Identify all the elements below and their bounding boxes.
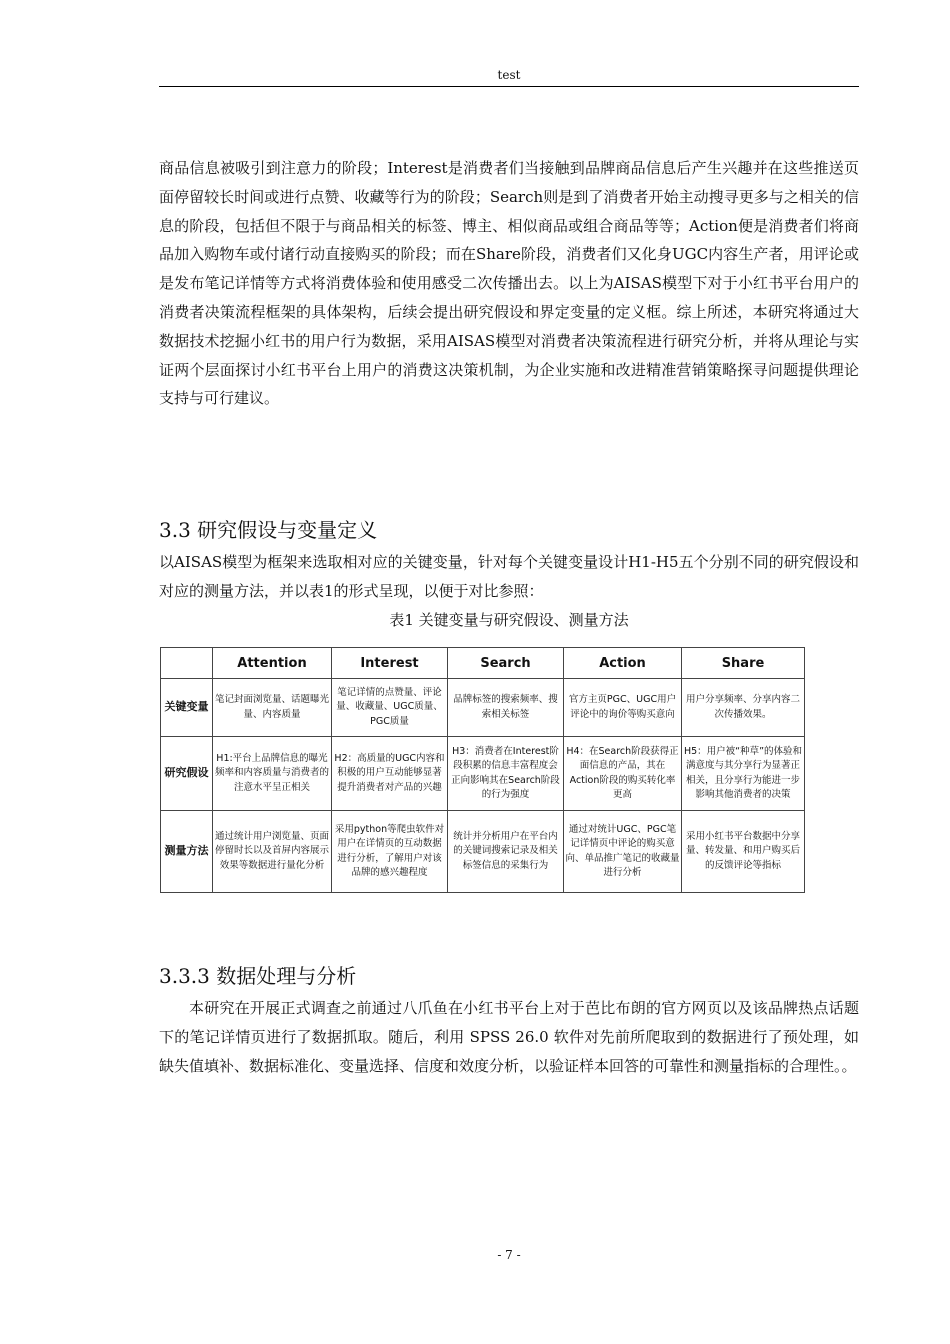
table-header-cell: Attention (213, 648, 332, 679)
body-paragraph-1: 商品信息被吸引到注意力的阶段；Interest是消费者们当接触到品牌商品信息后产生兴趣并在这些推送页面停留较长时间或进行点赞、收藏等行为的阶段；Search则是到了消费者开始主动搜寻更多与之相关的信息的阶段，包括但不限于与商品相关的标签、博主、相似商品或组合商品等等；Action便是消费者们将商品加入购物车或付诸行动直接购买的阶段；而在Share阶段，消费者们又化身UGC内容生产者，用评论或是发布笔记详情等方式将消费体验和使用感受二次传播出去。以上为AISAS模型下对于小红书平台用户的消费者决策流程框架的具体架构，后续会提出研究假设和界定变量的定义框。综上所述，本研究将通过大数据技术挖掘小红书的用户行为数据，采用AISAS模型对消费者决策流程进行研究分析，并将从理论与实证两个层面探讨小红书平台上用户的消费这决策机制，为企业实施和改进精准营销策略探寻问题提供理论支持与可行建议。 (159, 159, 859, 408)
table-cell: 品牌标签的搜索频率、搜索相关标签 (448, 679, 564, 737)
table-cell: H4：在Search阶段获得正面信息的产品，其在Action阶段的购买转化率更高 (564, 737, 682, 811)
table-cell: 笔记封面浏览量、话题曝光量、内容质量 (213, 679, 332, 737)
table-header-cell: Interest (332, 648, 448, 679)
section-heading-3-3-3: 3.3.3 数据处理与分析 (159, 964, 357, 988)
section-heading-3-3: 3.3 研究假设与变量定义 (159, 518, 378, 542)
table-cell: 用户分享频率、分享内容二次传播效果。 (682, 679, 805, 737)
table-cell: 通过统计用户浏览量、页面停留时长以及首屏内容展示效果等数据进行量化分析 (213, 811, 332, 893)
body-paragraph-3: 本研究在开展正式调查之前通过八爪鱼在小红书平台上对于芭比布朗的官方网页以及该品牌热点话题下的笔记详情页进行了数据抓取。随后，利用 SPSS 26.0 软件对先前所爬取到的数据进行了预处理，如缺失值填补、数据标准化、变量选择、信度和效度分析，以验证样本回答的可靠性和测量指标的合理性。。 (159, 999, 859, 1075)
table-header-row (161, 648, 805, 679)
table-header-cell: Action (564, 648, 682, 679)
table-row (161, 811, 805, 893)
table-cell: 笔记详情的点赞量、评论量、收藏量、UGC质量、PGC质量 (332, 679, 448, 737)
table-cell: H3：消费者在Interest阶段积累的信息丰富程度会正向影响其在Search阶段的行为强度 (448, 737, 564, 811)
table-cell: H5：用户被“种草”的体验和满意度与其分享行为显著正相关，且分享行为能进一步影响其他消费者的决策 (682, 737, 805, 811)
variables-table (160, 647, 804, 891)
table-row (161, 679, 805, 737)
row-label: 研究假设 (161, 737, 213, 811)
table-cell: 采用python等爬虫软件对用户在详情页的互动数据进行分析，了解用户对该品牌的感兴趣程度 (332, 811, 448, 893)
table-cell: 采用小红书平台数据中分享量、转发量、和用户购买后的反馈评论等指标 (682, 811, 805, 893)
row-label: 测量方法 (161, 811, 213, 893)
table-cell: H1:平台上品牌信息的曝光频率和内容质量与消费者的注意水平呈正相关 (213, 737, 332, 811)
table-header-cell (161, 648, 213, 679)
page-header: test (497, 68, 521, 82)
body-paragraph-2: 以AISAS模型为框架来选取相对应的关键变量，针对每个关键变量设计H1-H5五个分别不同的研究假设和对应的测量方法，并以表1的形式呈现，以便于对比参照： (159, 553, 859, 600)
table-cell: 统计并分析用户在平台内的关键词搜索记录及相关标签信息的采集行为 (448, 811, 564, 893)
table-caption: 表1 关键变量与研究假设、测量方法 (389, 611, 629, 629)
table-cell: 官方主页PGC、UGC用户评论中的询价等购买意向 (564, 679, 682, 737)
header-rule (159, 86, 859, 87)
table-cell: 通过对统计UGC、PGC笔记详情页中评论的购买意向、单品推广笔记的收藏量进行分析 (564, 811, 682, 893)
table-row (161, 737, 805, 811)
page-number: - 7 - (497, 1248, 521, 1262)
table-header-cell: Search (448, 648, 564, 679)
row-label: 关键变量 (161, 679, 213, 737)
table-header-cell: Share (682, 648, 805, 679)
table-cell: H2：高质量的UGC内容和积极的用户互动能够显著提升消费者对产品的兴趣 (332, 737, 448, 811)
